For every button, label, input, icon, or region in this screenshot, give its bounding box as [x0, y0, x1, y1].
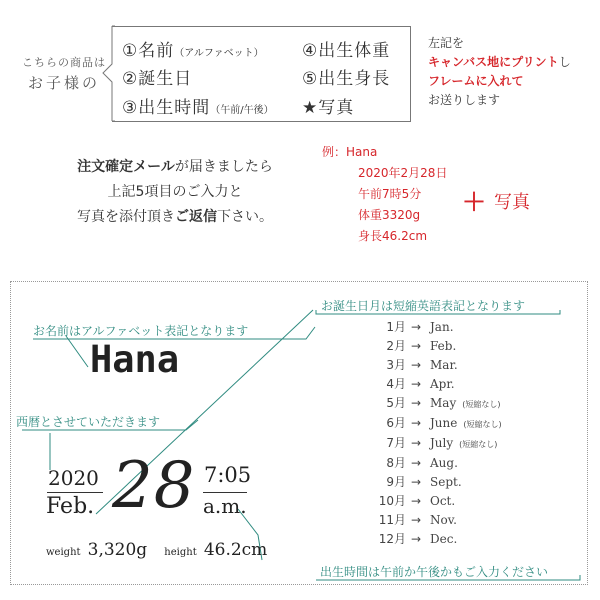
- arrow-icon: →: [410, 513, 422, 527]
- item-weight-label: ④出生体重: [302, 41, 391, 61]
- item-birthday-label: ②誕生日: [122, 69, 193, 89]
- month-num: 10月: [378, 494, 406, 508]
- sample-month: Feb.: [46, 494, 95, 519]
- month-row: [368, 473, 502, 492]
- annotation-time: 出生時間は午前か午後かもご入力ください: [320, 565, 549, 579]
- sample-ampm: a.m.: [203, 494, 247, 518]
- month-abbr: Dec.: [430, 532, 458, 546]
- month-note: (短縮なし): [463, 420, 502, 429]
- example-photo: 写真: [494, 192, 530, 213]
- month-abbr: Apr.: [430, 377, 455, 391]
- month-row: [368, 434, 502, 454]
- weight-value: 3,320g: [87, 540, 148, 560]
- time-divider: [203, 492, 247, 493]
- example-date: 2020年2月28日: [358, 166, 448, 180]
- month-abbr: July: [430, 436, 454, 450]
- year-divider: [47, 492, 103, 493]
- height-value: 46.2cm: [203, 540, 268, 560]
- month-abbr: Sept.: [430, 475, 462, 489]
- annotation-year: 西暦とさせていただきます: [16, 415, 161, 429]
- intro-line-2: お子様の: [27, 74, 100, 92]
- month-abbr: Feb.: [430, 339, 457, 353]
- sample-day: 28: [112, 449, 196, 523]
- example-label: 例：: [322, 145, 347, 159]
- arrow-icon: →: [410, 358, 422, 372]
- item-birth-time-label: ③出生時間: [122, 98, 211, 118]
- arrow-icon: →: [410, 377, 422, 391]
- month-row: [368, 414, 502, 434]
- arrow-icon: →: [410, 339, 422, 353]
- arrow-icon: →: [410, 396, 422, 410]
- print-note-frame: フレームに入れて: [428, 74, 524, 88]
- print-note-line-2-tail: し: [558, 55, 571, 69]
- intro-line-1: こちらの商品は: [22, 56, 106, 69]
- month-num: 2月: [386, 339, 406, 353]
- month-num: 8月: [386, 456, 406, 470]
- month-num: 11月: [378, 513, 406, 527]
- month-num: 5月: [386, 396, 406, 410]
- month-row: [368, 337, 502, 356]
- example-weight: 体重3320g: [358, 208, 421, 222]
- order-line-1-rest: が届きましたら: [174, 159, 273, 175]
- sample-time: 7:05: [204, 463, 252, 487]
- print-note-canvas: キャンバス地にプリント: [428, 55, 559, 69]
- month-note: (短縮なし): [462, 400, 501, 409]
- month-note: (短縮なし): [459, 440, 498, 449]
- sample-name: Hana: [90, 338, 180, 381]
- example-time: 午前7時5分: [358, 187, 422, 201]
- sample-stats: [46, 540, 267, 560]
- month-row: [368, 375, 502, 394]
- arrow-icon: →: [410, 494, 422, 508]
- month-row: [368, 454, 502, 473]
- month-abbr: Aug.: [430, 456, 458, 470]
- arrow-icon: →: [410, 436, 422, 450]
- arrow-icon: →: [410, 320, 422, 334]
- order-confirm-mail: 注文確定メール: [77, 159, 175, 175]
- example-height: 身長46.2cm: [358, 229, 428, 243]
- arrow-icon: →: [410, 416, 422, 430]
- month-row: [368, 492, 502, 511]
- weight-label: weight: [46, 547, 81, 558]
- arrow-icon: →: [410, 456, 422, 470]
- month-num: 6月: [386, 416, 406, 430]
- annotation-name: お名前はアルファベット表記となります: [33, 324, 249, 338]
- item-height-label: ⑤出生身長: [302, 69, 391, 89]
- month-abbr: Oct.: [430, 494, 456, 508]
- month-row: [368, 356, 502, 375]
- annotation-month: お誕生日月は短縮英語表記となります: [321, 299, 526, 313]
- month-num: 4月: [386, 377, 406, 391]
- height-label: height: [164, 547, 197, 558]
- item-birth-time-note: （午前/午後）: [210, 105, 274, 116]
- plus-icon: ＋: [462, 188, 486, 216]
- example-name: Hana: [346, 145, 378, 159]
- arrow-icon: →: [410, 532, 422, 546]
- order-line-3-a: 写真を添付頂き: [77, 209, 175, 225]
- month-row: [368, 394, 502, 414]
- month-abbr: Mar.: [430, 358, 458, 372]
- month-list: [368, 318, 502, 549]
- month-row: [368, 530, 502, 549]
- month-row: [368, 511, 502, 530]
- month-num: 7月: [386, 436, 406, 450]
- month-num: 3月: [386, 358, 406, 372]
- order-line-3-b: 下さい。: [217, 209, 273, 225]
- print-note-line-4: お送りします: [428, 93, 501, 107]
- arrow-icon: →: [410, 475, 422, 489]
- item-photo-label: ★写真: [302, 98, 355, 118]
- month-num: 1月: [386, 320, 406, 334]
- month-abbr: June: [430, 416, 458, 430]
- month-num: 12月: [378, 532, 406, 546]
- month-abbr: May: [430, 396, 457, 410]
- month-abbr: Jan.: [430, 320, 454, 334]
- order-reply: ご返信: [175, 209, 217, 225]
- month-abbr: Nov.: [430, 513, 457, 527]
- month-num: 9月: [386, 475, 406, 489]
- order-line-2: 上記5項目のご入力と: [107, 184, 243, 200]
- item-name-label: ①名前: [122, 41, 175, 61]
- month-row: [368, 318, 502, 337]
- item-name-note: （アルファベット）: [174, 48, 264, 59]
- print-note-line-1: 左記を: [428, 36, 465, 50]
- sample-year: 2020: [48, 466, 99, 490]
